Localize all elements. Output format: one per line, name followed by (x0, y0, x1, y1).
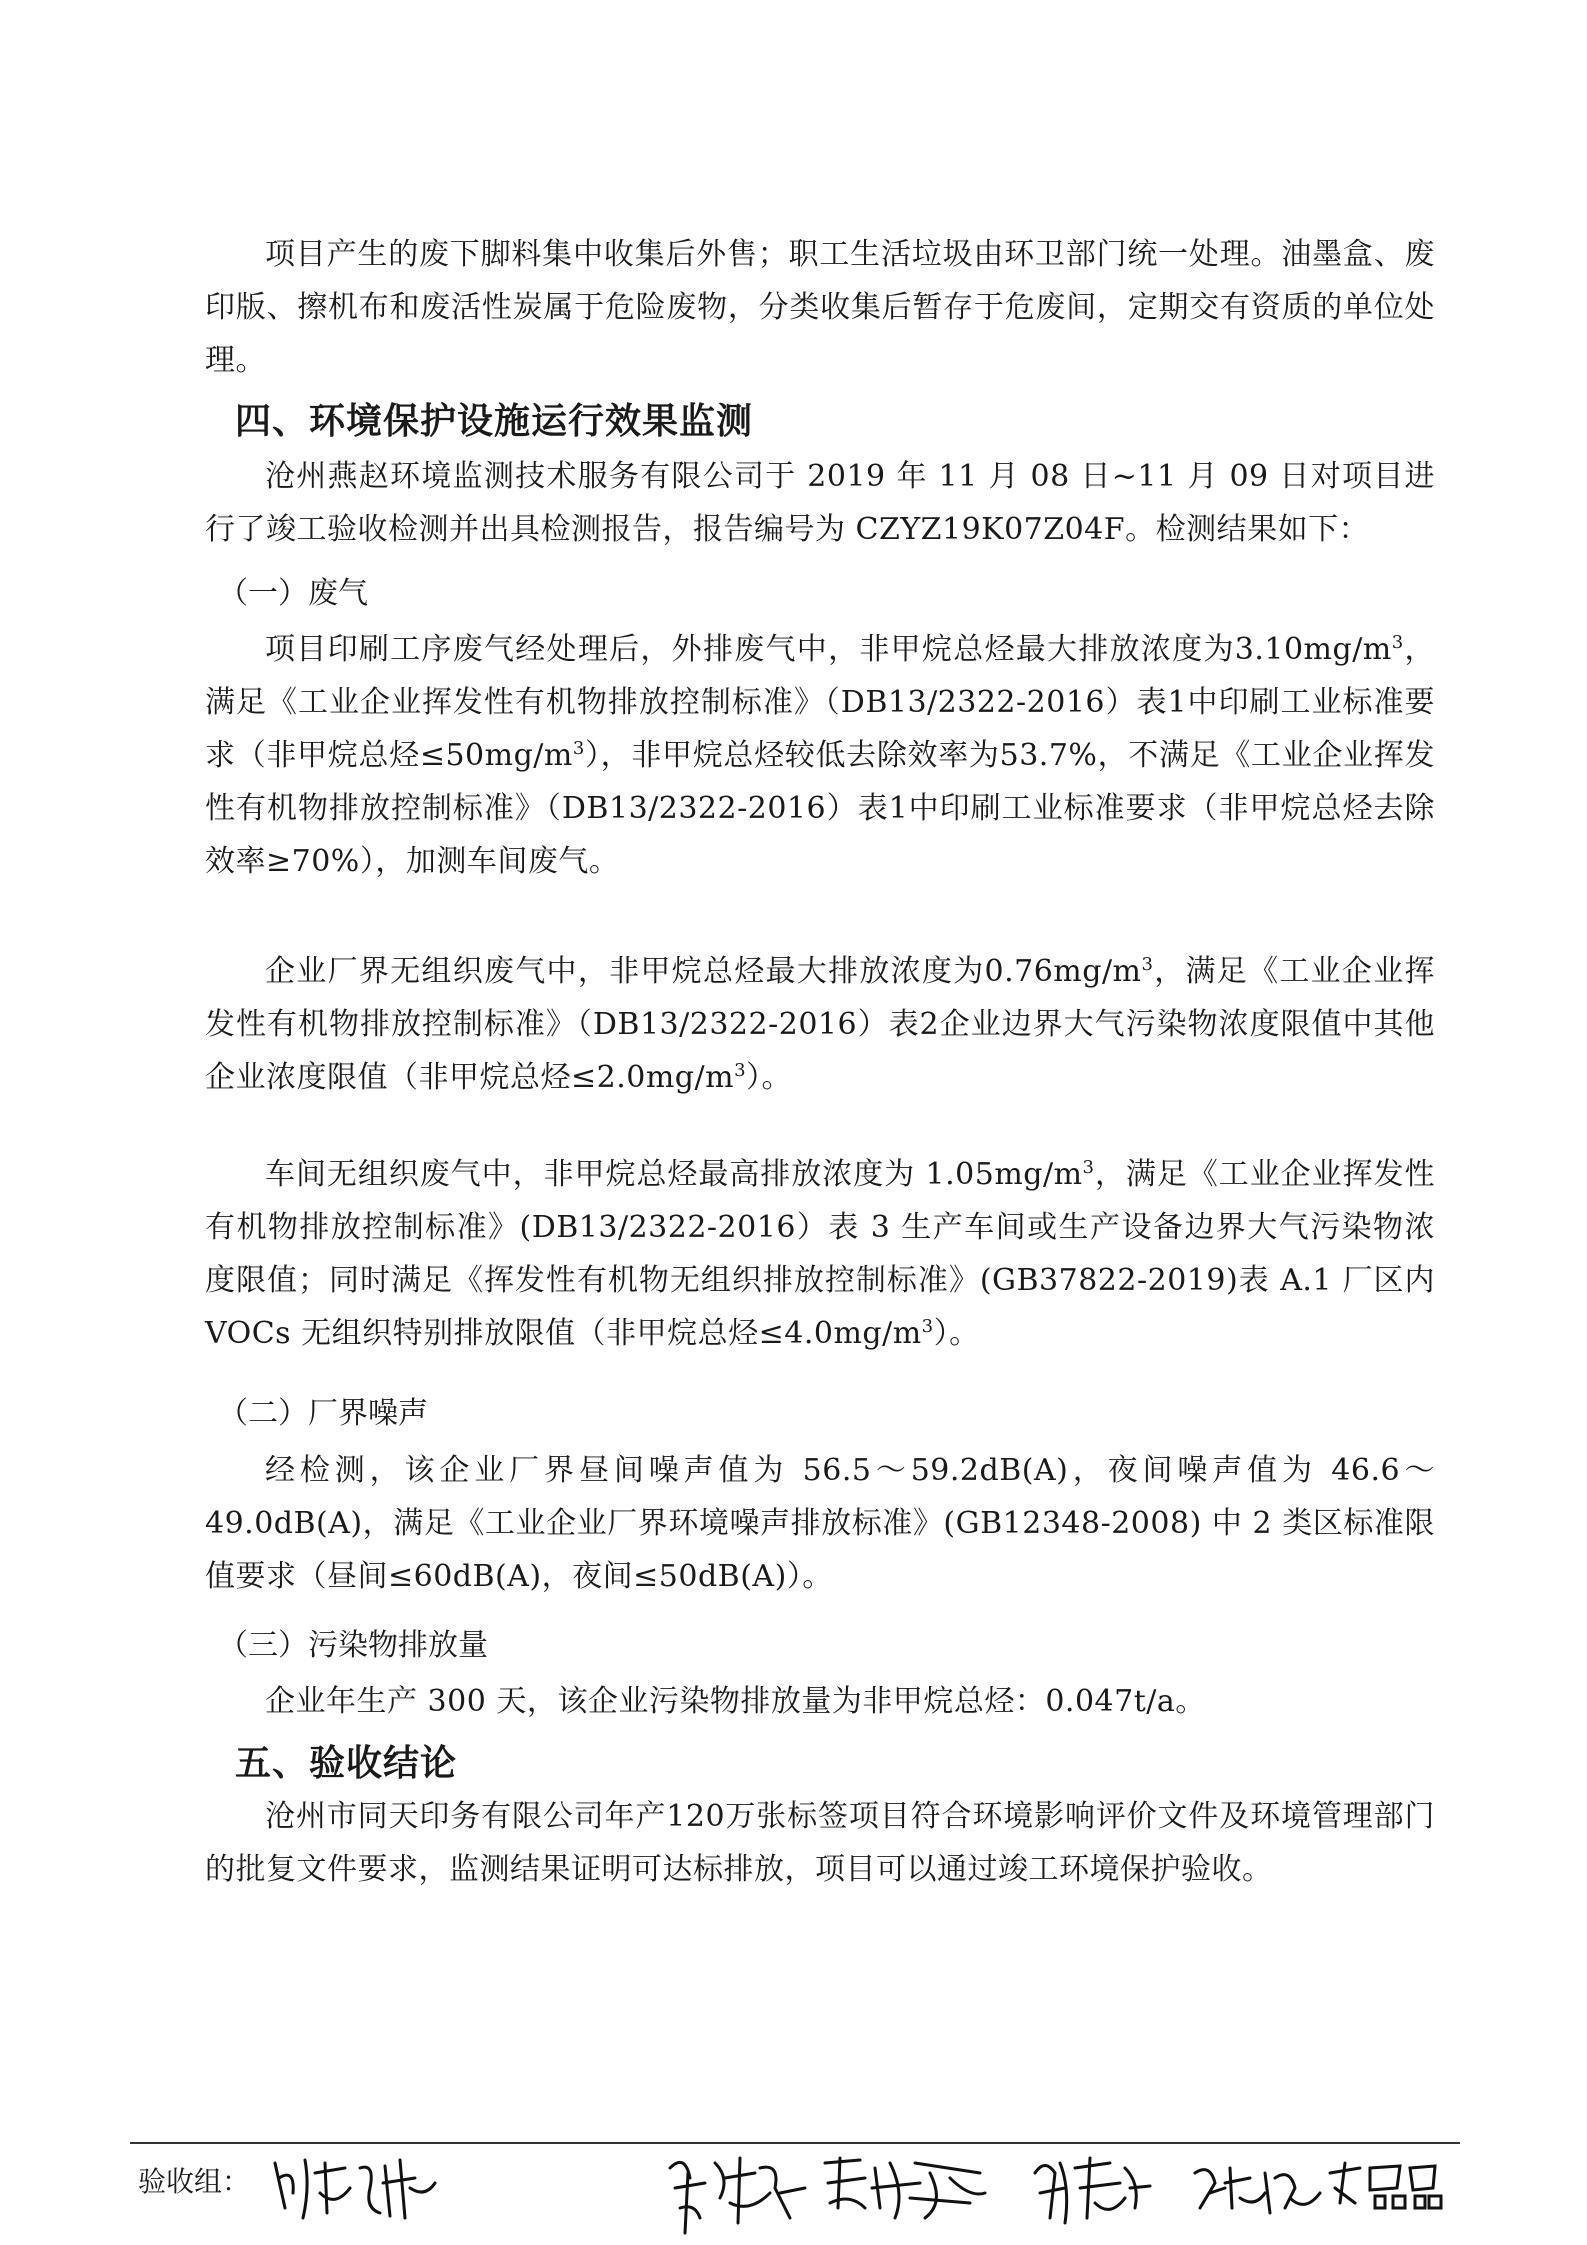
sub3-block (205, 1675, 1435, 1728)
signature-4 (1025, 2148, 1155, 2233)
exhaust-p1c: ），非甲烷总烃较低去除效率为53.7%，不满足《工业企业挥发性有机物排放控制标准》（DB13/2322-2016）表1中印刷工业标准要求（非甲烷总烃去除效率≥70%），加测车间废气。 (205, 738, 1435, 879)
sub2-heading: （二）厂界噪声 (218, 1396, 428, 1431)
unit-superscript: 3 (1082, 1157, 1095, 1178)
unit-superscript: 3 (1141, 954, 1154, 975)
sub1-block-2 (205, 945, 1435, 1104)
exhaust-p2a: 企业厂界无组织废气中，非甲烷总烃最大排放浓度为0.76mg/m (265, 954, 1142, 989)
signature-1 (265, 2148, 445, 2228)
section4-heading: 四、环境保护设施运行效果监测 (235, 401, 754, 442)
signature-5 (1190, 2148, 1325, 2228)
signature-2 (660, 2148, 810, 2238)
exhaust-p1a: 项目印刷工序废气经处理后，外排废气中，非甲烷总烃最大排放浓度为3.10mg/m (265, 632, 1392, 667)
intro-paragraph: 项目产生的废下脚料集中收集后外售；职工生活垃圾由环卫部门统一处理。油墨盒、废印版、擦机布和废活性炭属于危险废物，分类收集后暂存于危废间，定期交有资质的单位处理。 (205, 237, 1435, 378)
signature-6 (1325, 2148, 1445, 2218)
conclusion-paragraph: 沧州市同天印务有限公司年产120万张标签项目符合环境影响评价文件及环境管理部门的批复文件要求，监测结果证明可达标排放，项目可以通过竣工环境保护验收。 (205, 1799, 1435, 1887)
section4-intro-block (205, 450, 1435, 556)
emission-paragraph: 企业年生产 300 天，该企业污染物排放量为非甲烷总烃：0.047t/a。 (265, 1684, 1206, 1719)
unit-superscript: 3 (572, 738, 585, 759)
exhaust-paragraph-2 (205, 945, 1435, 1104)
intro-block (205, 228, 1435, 387)
sub2-block (205, 1444, 1435, 1603)
exhaust-p1b: ，满足《工业企业挥发性有机物排放控制标准》（DB13/2322-2016）表1中印刷工业标准要求（非甲烷总烃≤50mg/m (205, 632, 1436, 773)
exhaust-paragraph-3 (205, 1148, 1435, 1360)
exhaust-p2c: ）。 (746, 1060, 793, 1095)
exhaust-paragraph-1 (205, 623, 1435, 888)
unit-superscript: 3 (734, 1060, 747, 1081)
section5-heading: 五、验收结论 (235, 1743, 458, 1784)
signature-3 (820, 2148, 990, 2228)
sub1-heading: （一）废气 (218, 576, 368, 611)
unit-superscript: 3 (921, 1316, 934, 1337)
unit-superscript: 3 (1391, 632, 1404, 653)
sub1-block-1 (205, 623, 1435, 888)
section4-paragraph: 沧州燕赵环境监测技术服务有限公司于 2019 年 11 月 08 日~11 月 09 日对项目进行了竣工验收检测并出具检测报告，报告编号为 CZYZ19K07Z04F。检测结果如下： (205, 459, 1435, 547)
exhaust-p3b: ，满足《工业企业挥发性有机物排放控制标准》(DB13/2322-2016）表 3 生产车间或生产设备边界大气污染物浓度限值；同时满足《挥发性有机物无组织排放控制标准》(GB37822-2019)表 A.1 厂区内 VOCs 无组织特别排放限值（非甲烷总烃≤4.0mg/m (205, 1157, 1435, 1351)
section5-block (205, 1790, 1435, 1896)
noise-paragraph: 经检测，该企业厂界昼间噪声值为 56.5～59.2dB(A)，夜间噪声值为 46.6～49.0dB(A)，满足《工业企业厂界环境噪声排放标准》(GB12348-2008) 中 2 类区标准限值要求（昼间≤60dB(A)，夜间≤50dB(A)）。 (205, 1453, 1435, 1594)
signature-label: 验收组： (138, 2165, 251, 2198)
sub3-heading: （三）污染物排放量 (218, 1628, 488, 1663)
exhaust-p2b: ，满足《工业企业挥发性有机物排放控制标准》（DB13/2322-2016）表2企业边界大气污染物浓度限值中其他企业浓度限值（非甲烷总烃≤2.0mg/m (205, 954, 1435, 1095)
exhaust-p3a: 车间无组织废气中，非甲烷总烃最高排放浓度为 1.05mg/m (265, 1157, 1083, 1192)
exhaust-p3c: ）。 (933, 1316, 980, 1351)
signature-divider (130, 2142, 1460, 2144)
sub1-block-3 (205, 1148, 1435, 1360)
